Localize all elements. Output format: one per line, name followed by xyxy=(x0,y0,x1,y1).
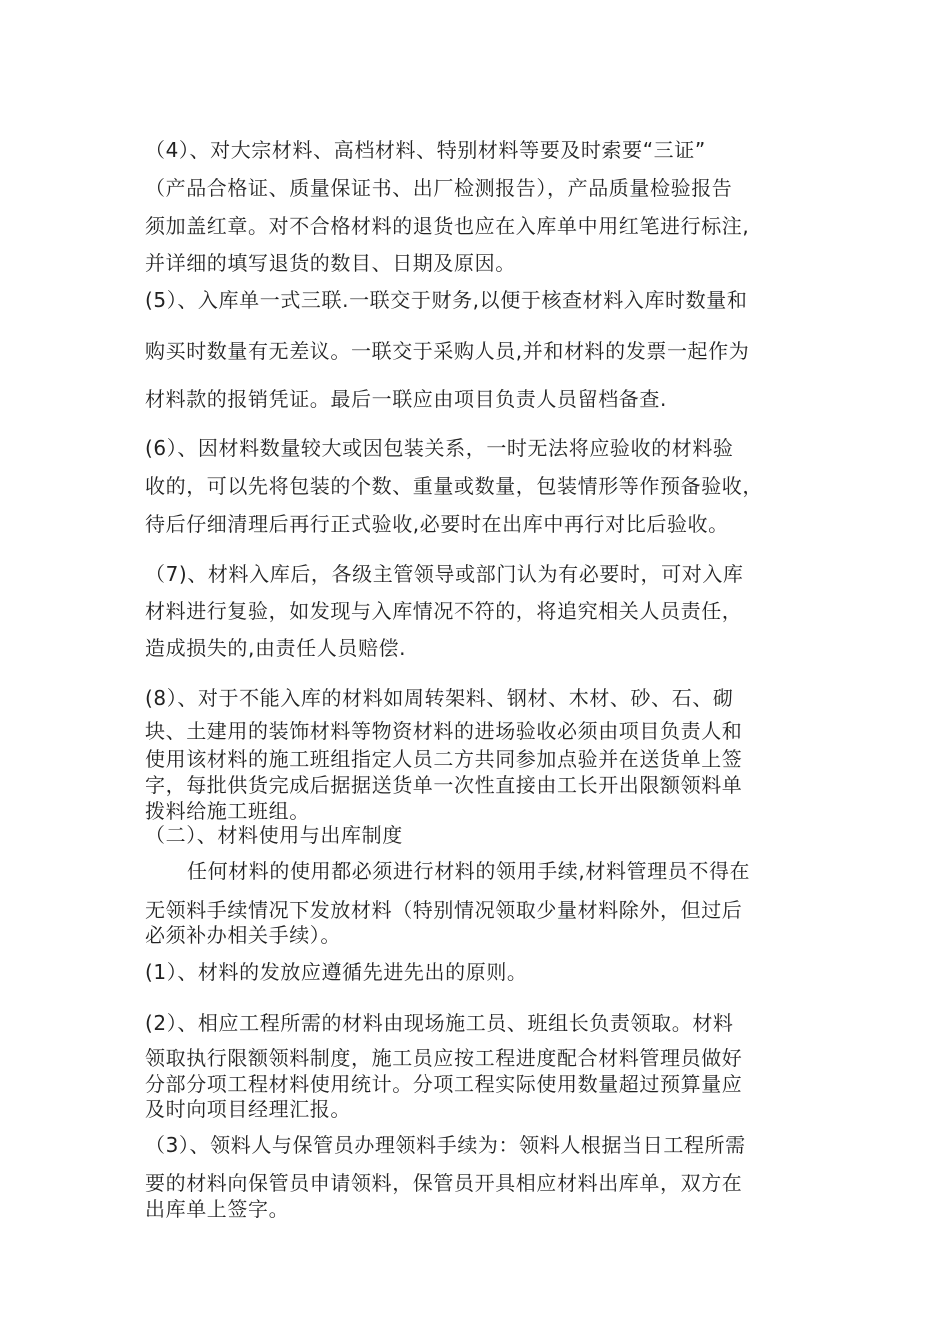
text-line: 必须补办相关手续）。 xyxy=(145,923,341,947)
text-line: (1）、材料的发放应遵循先进先出的原则。 xyxy=(145,960,528,984)
section-heading: （二）、材料使用与出库制度 xyxy=(145,823,403,847)
text-line: （产品合格证、质量保证书、出厂检测报告），产品质量检验报告 xyxy=(145,176,733,200)
text-line: 拨料给施工班组。 xyxy=(145,799,310,823)
text-line: 任何材料的使用都必须进行材料的领用手续,材料管理员不得在 xyxy=(187,859,751,883)
text-line: 及时向项目经理汇报。 xyxy=(145,1097,351,1121)
text-line: 材料进行复验，如发现与入库情况不符的，将追究相关人员责任， xyxy=(145,599,743,623)
text-line: （4）、对大宗材料、高档材料、特别材料等要及时索要“三证” xyxy=(145,138,706,162)
text-line: （7)、材料入库后，各级主管领导或部门认为有必要时，可对入库 xyxy=(145,562,744,586)
text-line: 分部分项工程材料使用统计。分项工程实际使用数量超过预算量应 xyxy=(145,1072,743,1096)
text-line: 出库单上签字。 xyxy=(145,1197,290,1221)
text-line: (2）、相应工程所需的材料由现场施工员、班组长负责领取。材料 xyxy=(145,1011,734,1035)
text-line: 字，每批供货完成后据据送货单一次性直接由工长开出限额领料单 xyxy=(145,773,743,797)
text-line: (6）、因材料数量较大或因包装关系，一时无法将应验收的材料验 xyxy=(145,436,734,460)
text-line: 材料款的报销凭证。最后一联应由项目负责人员留档备查. xyxy=(145,387,667,411)
text-line: 造成损失的,由责任人员赔偿. xyxy=(145,636,407,660)
text-line: 须加盖红章。对不合格材料的退货也应在入库单中用红笔进行标注, xyxy=(145,214,750,238)
text-line: (5）、入库单一式三联.一联交于财务,以便于核查材料入库时数量和 xyxy=(145,288,748,312)
text-line: （3）、领料人与保管员办理领料手续为：领料人根据当日工程所需 xyxy=(145,1133,746,1157)
text-line: 使用该材料的施工班组指定人员二方共同参加点验并在送货单上签 xyxy=(145,747,743,771)
text-line: (8）、对于不能入库的材料如周转架料、钢材、木材、砂、石、砌 xyxy=(145,686,734,710)
text-line: 块、土建用的装饰材料等物资材料的进场验收必须由项目负责人和 xyxy=(145,719,743,743)
text-line: 要的材料向保管员申请领料，保管员开具相应材料出库单，双方在 xyxy=(145,1171,743,1195)
text-line: 无领料手续情况下发放材料（特别情况领取少量材料除外，但过后 xyxy=(145,898,743,922)
text-line: 收的，可以先将包装的个数、重量或数量，包装情形等作预备验收， xyxy=(145,474,763,498)
text-line: 待后仔细清理后再行正式验收,必要时在出库中再行对比后验收。 xyxy=(145,512,729,536)
text-line: 并详细的填写退货的数目、日期及原因。 xyxy=(145,251,516,275)
text-line: 领取执行限额领料制度，施工员应按工程进度配合材料管理员做好 xyxy=(145,1046,743,1070)
text-line: 购买时数量有无差议。一联交于采购人员,并和材料的发票一起作为 xyxy=(145,339,750,363)
